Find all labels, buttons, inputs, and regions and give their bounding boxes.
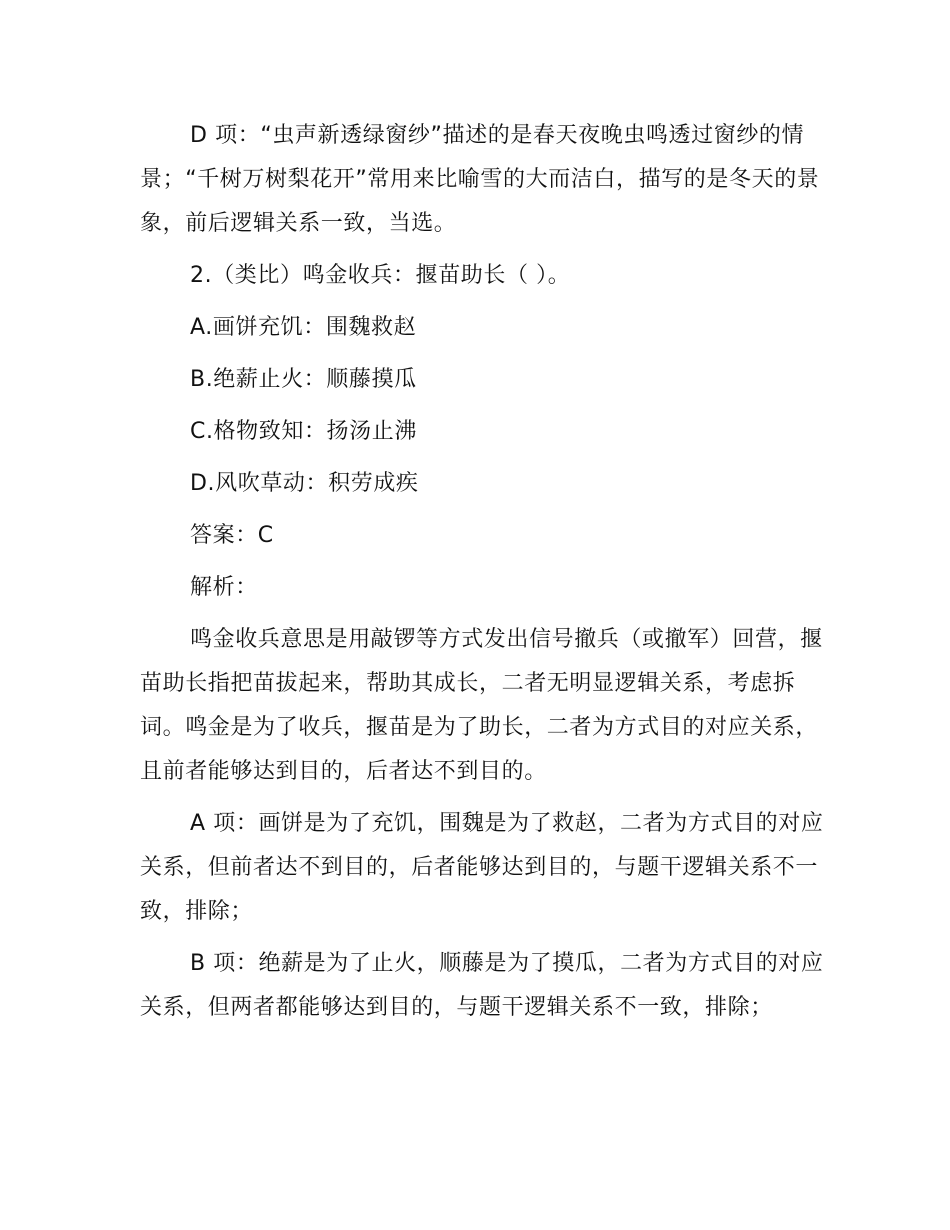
question-2-analysis-body: 鸣金收兵意思是用敲锣等方式发出信号撤兵（或撤军）回营，揠苗助长指把苗拔起来，帮助其成长，二者无明显逻辑关系，考虑拆词。鸣金是为了收兵，揠苗是为了助长，二者为方式目的对应关系，且前者能够达到目的，后者达不到目的。 [140, 627, 823, 784]
question-2-option-d: D.风吹草动：积劳成疾 [190, 471, 419, 496]
question-2-stem: 2.（类比）鸣金收兵：揠苗助长（ ）。 [190, 263, 571, 288]
question-2-option-a: A.画饼充饥：围魏救赵 [190, 315, 417, 340]
question-2-option-c: C.格物致知：扬汤止沸 [190, 419, 417, 444]
question-2-analysis-b: B 项：绝薪是为了止火，顺藤是为了摸瓜，二者为方式目的对应关系，但两者都能够达到目的，与题干逻辑关系不一致，排除； [140, 951, 824, 1020]
question-2-analysis-a: A 项：画饼是为了充饥，围魏是为了救赵，二者为方式目的对应关系，但前者达不到目的，后者能够达到目的，与题干逻辑关系不一致，排除； [140, 811, 824, 924]
document-page [140, 114, 840, 1030]
option-d-explanation: D 项：“虫声新透绿窗纱”描述的是春天夜晚虫鸣透过窗纱的情景；“千树万树梨花开”常用来比喻雪的大而洁白，描写的是冬天的景象，前后逻辑关系一致，当选。 [140, 123, 820, 236]
question-2-option-b: B.绝薪止火：顺藤摸瓜 [190, 367, 417, 392]
question-2-answer: 答案：C [190, 523, 274, 548]
question-2-analysis-label: 解析： [190, 575, 258, 600]
